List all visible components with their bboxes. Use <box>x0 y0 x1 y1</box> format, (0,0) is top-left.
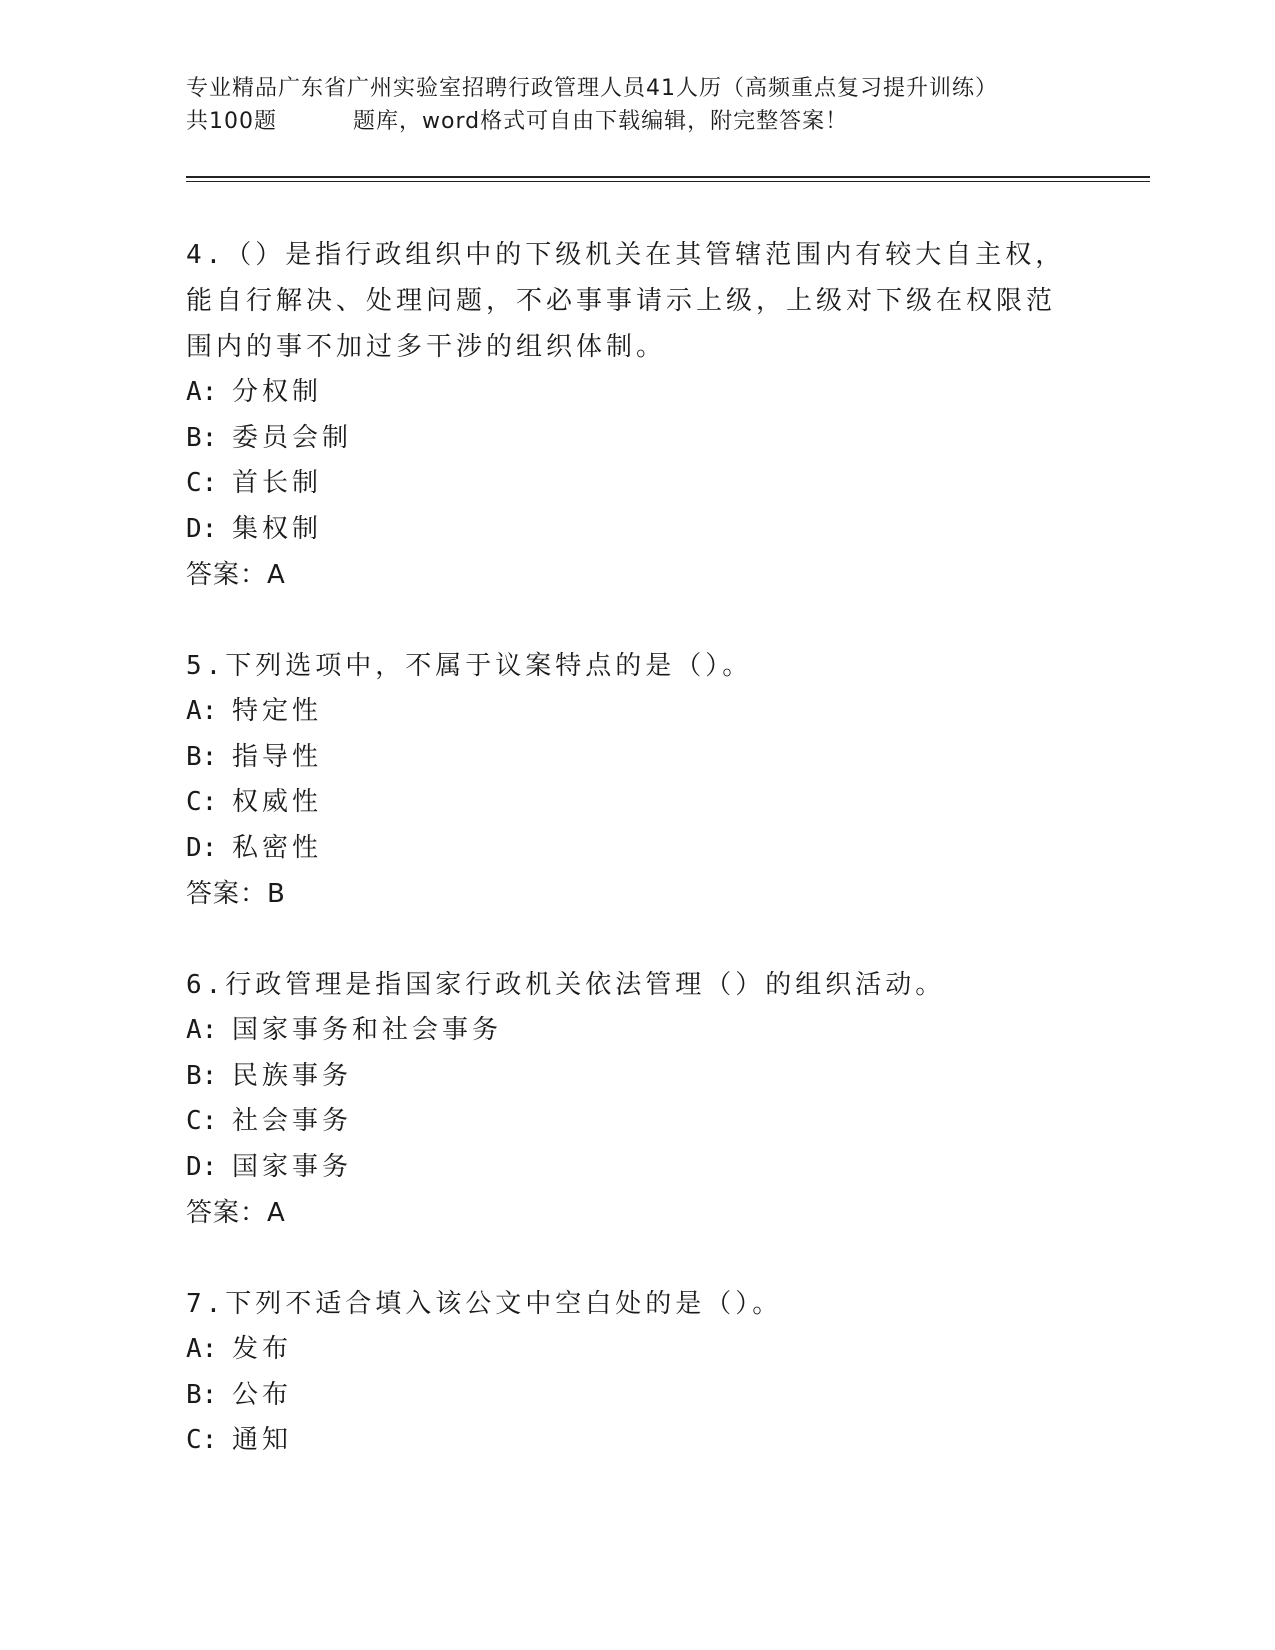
option-key: C: <box>186 787 218 817</box>
answer-line: 答案：B <box>186 879 286 909</box>
question-stem: 4.（）是指行政组织中的下级机关在其管辖范围内有较大自主权，能自行解决、处理问题，不必事事请示上级，上级对下级在权限范围内的事不加过多干涉的组织体制。 <box>186 240 1066 362</box>
header-question-count: 共100题 <box>186 109 277 134</box>
question-stem: 5.下列选项中，不属于议案特点的是（）。 <box>186 651 753 681</box>
option-a <box>186 689 1066 735</box>
option-key: D: <box>186 832 218 863</box>
option-text: 指导性 <box>232 741 323 772</box>
option-key: A: <box>186 377 218 407</box>
option-d <box>186 507 1066 553</box>
header-title-line-1: 专业精品广东省广州实验室招聘行政管理人员41人历（高频重点复习提升训练） <box>186 76 998 101</box>
option-key: A: <box>186 1334 218 1364</box>
option-key: C: <box>186 1106 218 1136</box>
question-6 <box>186 962 1066 1236</box>
option-d <box>186 826 1066 872</box>
question-5 <box>186 643 1066 917</box>
question-7 <box>186 1281 1066 1464</box>
header-rule-thin <box>186 181 1150 182</box>
answer-line: 答案：A <box>186 1198 286 1228</box>
header-title-line-2 <box>186 105 1116 138</box>
option-text: 首长制 <box>232 468 323 498</box>
question-list <box>186 232 1066 1509</box>
option-text: 委员会制 <box>232 422 353 453</box>
header-rule-thick <box>186 176 1150 178</box>
option-c <box>186 1099 1066 1145</box>
question-stem: 6.行政管理是指国家行政机关依法管理（）的组织活动。 <box>186 970 946 1000</box>
option-key: A: <box>186 696 218 726</box>
question-4 <box>186 232 1066 598</box>
option-a <box>186 1008 1066 1054</box>
answer-line: 答案：A <box>186 560 286 590</box>
option-text: 权威性 <box>232 787 323 817</box>
option-key: B: <box>186 422 218 453</box>
option-text: 公布 <box>232 1379 293 1410</box>
option-key: B: <box>186 1379 218 1410</box>
option-key: D: <box>186 513 218 544</box>
option-key: D: <box>186 1151 218 1182</box>
option-text: 分权制 <box>232 377 323 407</box>
option-c <box>186 780 1066 826</box>
option-text: 集权制 <box>232 513 323 544</box>
option-c <box>186 461 1066 507</box>
option-a <box>186 370 1066 416</box>
option-text: 国家事务和社会事务 <box>232 1015 503 1045</box>
header-gap <box>277 105 353 138</box>
option-key: B: <box>186 1060 218 1091</box>
option-text: 民族事务 <box>232 1060 353 1091</box>
option-text: 特定性 <box>232 696 323 726</box>
option-key: C: <box>186 1425 218 1455</box>
document-header <box>186 72 1116 138</box>
option-key: A: <box>186 1015 218 1045</box>
option-text: 通知 <box>232 1425 293 1455</box>
option-text: 社会事务 <box>232 1106 353 1136</box>
option-text: 私密性 <box>232 832 323 863</box>
option-b <box>186 416 1066 462</box>
question-stem: 7.下列不适合填入该公文中空白处的是（）。 <box>186 1289 783 1319</box>
option-text: 发布 <box>232 1334 293 1364</box>
option-key: C: <box>186 468 218 498</box>
option-key: B: <box>186 741 218 772</box>
option-b <box>186 735 1066 781</box>
option-a <box>186 1327 1066 1373</box>
option-b <box>186 1054 1066 1100</box>
header-format-note: 题库，word格式可自由下载编辑，附完整答案！ <box>353 109 849 134</box>
option-text: 国家事务 <box>232 1151 353 1182</box>
option-c <box>186 1418 1066 1464</box>
option-d <box>186 1145 1066 1191</box>
option-b <box>186 1373 1066 1419</box>
